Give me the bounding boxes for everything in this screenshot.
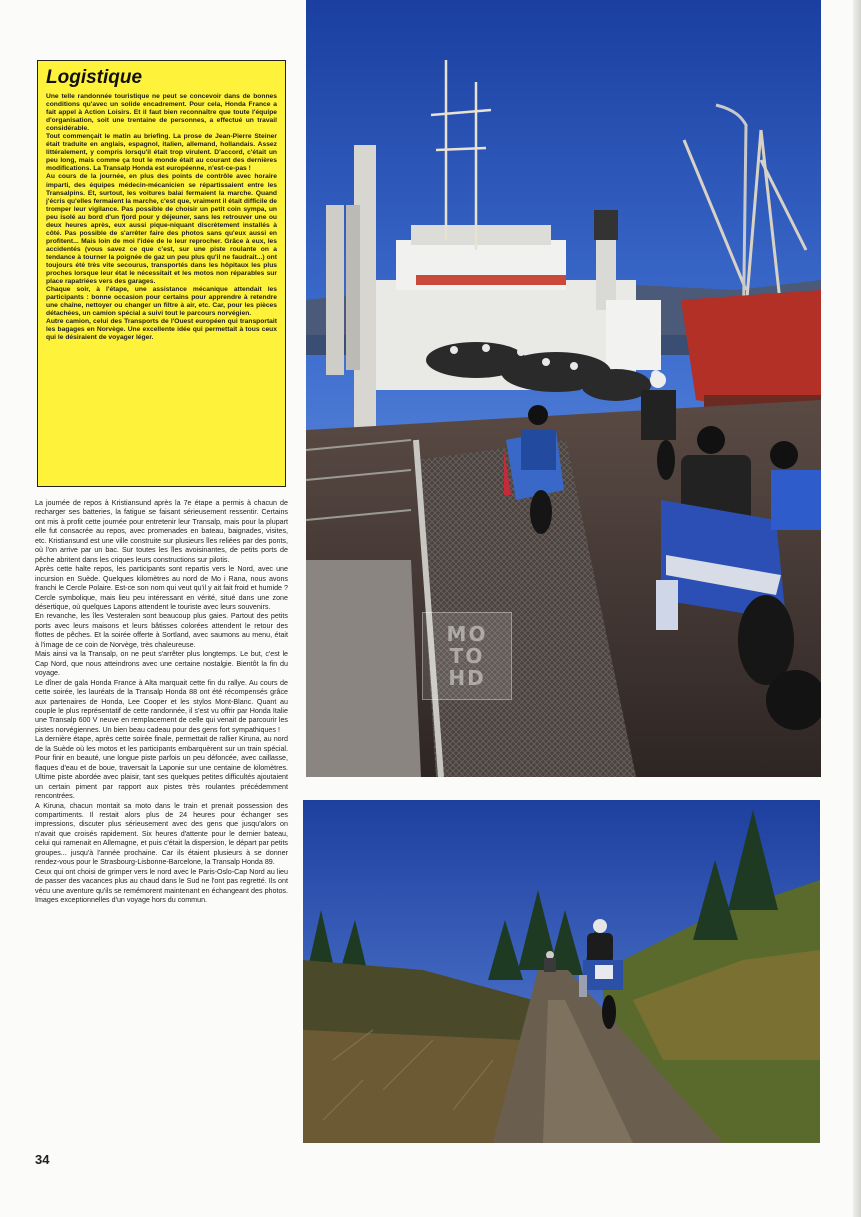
- page-edge: [853, 0, 861, 1217]
- article-paragraph: Ceux qui ont choisi de grimper vers le nord avec le Paris-Oslo-Cap Nord au lieu de passer des vacances plus au chaud dans le Sud ne l'ont pas regretté. Ils ont vécu une aventure qu'ils se remémorent maintenant en échangeant des photos. Images exceptionnelles d'un voyage hors du commun.: [35, 867, 288, 905]
- watermark-line: HD: [448, 666, 486, 690]
- article-body: [35, 499, 288, 1147]
- article-paragraph: Après cette halte repos, les participants sont repartis vers le Nord, avec une incursion en Suède. Quelques kilomètres au nord de Mo i Rana, nous avons franchi le Cercle Polaire. Est-ce son nom qui veut qu'il y ait fait froid et humide ? Cercle symbolique, mais lieu peu intéressant en vérité, situé dans une zone désertique, où quelques Lapons attendent le touriste avec leurs souvenirs.: [35, 565, 288, 611]
- article-paragraph: La dernière étape, après cette soirée finale, permettait de rallier Kiruna, au nord de la Suède où les motos et les participants embarquèrent sur un train spécial. Pour finir en beauté, une longue piste parfois un peu défoncée, avec caillasse, flaques d'eau et de boue, traversait la Laponie sur une centaine de kilomètres. Ultime piste abordée avec plaisir, tant ses quelques petites difficultés ajoutaient un certain piment par rapport aux pistes très roulantes précédemment rencontrées.: [35, 735, 288, 801]
- article-paragraph: La journée de repos à Kristiansund après la 7e étape a permis à chacun de recharger ses batteries, la fatigue se faisant sérieusement ressentir. Certains ont mis à profit cette journée pour entretenir leur Transalp, mais pour la plupart elle fut consacrée au repos, avec promenades en bateau, baignades, visites, etc. Kristiansund est une ville construite sur plusieurs îles reliées par des ponts, où l'on arrive par un bac. Sur toutes les îles avoisinantes, de petits ports de pêche abritent dans les criques leurs constructions sur pilotis.: [35, 499, 288, 564]
- article-paragraph: A Kiruna, chacun montait sa moto dans le train et prenait possession des compartiments. Il restait alors plus de 24 heures pour échanger ses impressions, discuter plus sérieusement avec des gens que jusqu'alors on n'avait que croisés rapidement. Six heures d'attente pour le dernier bateau, celui qui ramenait en Allemagne, et puis c'était la dispersion, le départ par petits groupes... jusqu'à l'année prochaine. Car ils étaient plusieurs à se donner rendez-vous pour le Strasbourg-Lisbonne-Barcelone, la Transalp Honda 89.: [35, 801, 288, 867]
- box-paragraph: Tout commençait le matin au briefing. La prose de Jean-Pierre Steiner était traduite en anglais, espagnol, italien, allemand, hollandais. Assez littéralement, y compris lorsqu'il était trop virulent. D'accord, c'était un peu long, mais comme ça tout le monde était au courant des dernières modifications. La Transalp Honda est européenne, n'est-ce-pas !: [46, 133, 277, 173]
- box-paragraph: Une telle randonnée touristique ne peut se concevoir dans de bonnes conditions qu'avec un solide encadrement. Pour cela, Honda France a fait appel à Action Loisirs. Et il faut bien reconnaître que toute l'équipe d'organisation, soit une trentaine de personnes, a effectué un travail considérable.: [46, 93, 277, 133]
- ferry-photo: [306, 0, 821, 777]
- box-paragraph: Au cours de la journée, en plus des points de contrôle avec horaire imparti, des équipes médecin-mécanicien se répartissaient entre les Transalpins. Et, surtout, les voitures balai fermaient la marche. Quand j'écris qu'elles fermaient la marche, c'est que, vraiment il était difficile de tromper leur vigilance. Pas possible de choisir un petit coin sympa, un peu isolé au bord d'un fjord pour y déjeuner, sans les retrouver une ou deux heures après, eux aussi pique-niquant discrètement installés à côté. Pas possible de s'arrêter faire des photos sans qu'eux aussi en profitent... Mais loin de moi l'idée de le leur reprocher. Grâce à eux, les accidentés (vous savez ce que c'est, sur une piste roulante on a tendance à tourner la poignée de gaz un peu plus qu'il ne faudrait...) ont toujours été très vite secourus, transportés dans les hôpitaux les plus proches lorsque leur état le nécessitait et les motos non réparables sur place rapatriées vers des garages.: [46, 173, 277, 286]
- watermark-line: TO: [449, 644, 485, 668]
- watermark-line: MO: [446, 622, 488, 646]
- box-title: Logistique: [46, 67, 143, 88]
- road-photo: [303, 800, 820, 1143]
- article-paragraph: Le dîner de gala Honda France à Alta marquait cette fin du rallye. Au cours de cette soirée, les lauréats de la Transalp Honda 88 ont été récompensés grâce aux partenaires de Honda, Lee Cooper et les stylos Mont-Blanc. Quant au couple le plus représentatif de cette randonnée, il s'est vu offrir par Honda Italie une Transalp 600 V neuve en remplacement de celle qui venait de parcourir les pistes norvégiennes. Un bien beau cadeau pour des gens fort sympathiques !: [35, 678, 288, 734]
- box-paragraph: Autre camion, celui des Transports de l'Ouest européen qui transportait les bagages en Norvège. Une excellente idée qui permettait à tous ceux qui le désiraient de voyager léger.: [46, 318, 277, 342]
- box-paragraph: Chaque soir, à l'étape, une assistance mécanique attendait les participants : bonne occasion pour certains pour apprendre à retendre une chaîne, nettoyer ou changer un filtre à air, etc. Car, pour les pièces détachées, un camion spécial a suivi tout le parcours norvégien.: [46, 286, 277, 318]
- article-paragraph: Mais ainsi va la Transalp, on ne peut s'arrêter plus longtemps. Le but, c'est le Cap Nord, que nous atteindrons avec une certaine nostalgie. Bientôt la fin du voyage.: [35, 650, 288, 678]
- logistique-box: [37, 60, 286, 487]
- watermark: [422, 612, 512, 700]
- page-number: 34: [35, 1152, 50, 1167]
- article-paragraph: En revanche, les îles Vesteralen sont beaucoup plus gaies. Partout des petits ports avec leurs maisons et leurs bâtisses colorées attendent le retour des flottes de pêches. Et la soirée offerte à Sortland, avec saumons au menu, était à l'image de ce coin de Norvège, très chaleureuse.: [35, 612, 288, 649]
